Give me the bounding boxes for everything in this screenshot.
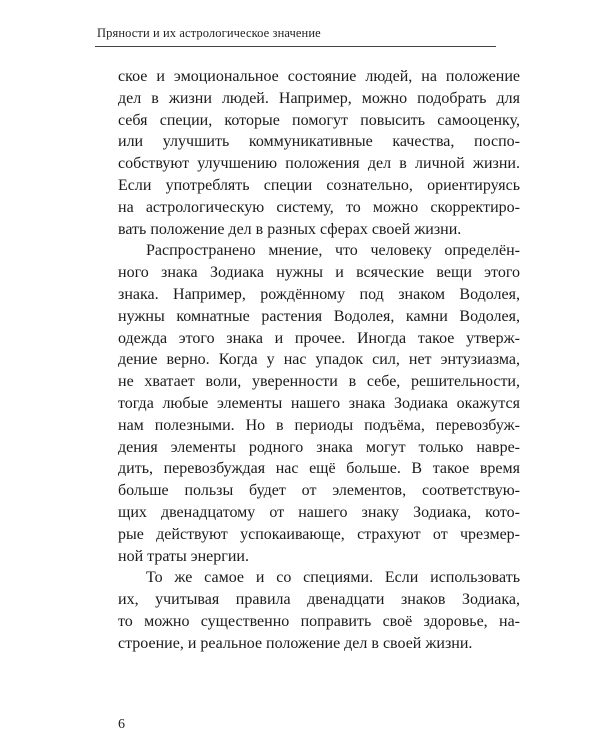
paragraph-2	[118, 240, 520, 567]
text-line: вать положение дел в разных сферах своей жизни.	[118, 220, 462, 238]
text-line: рые действуют успокаивающе, страхуют от чрезмер-	[118, 525, 520, 543]
paragraph-3	[118, 567, 520, 654]
text-line: дение верно. Когда у нас упадок сил, нет энтузиазма,	[118, 351, 520, 369]
text-line: ское и эмоциональное состояние людей, на положение	[118, 68, 520, 85]
text-line: собствуют улучшению положения дел в личной жизни.	[118, 155, 520, 173]
text-line: одежда этого знака и прочее. Иногда такое утверж-	[118, 329, 520, 347]
page-number: 6	[118, 717, 125, 732]
text-line: нужны комнатные растения Водолея, камни Водолея,	[118, 307, 520, 325]
text-line: то можно существенно поправить своё здоровье, на-	[118, 612, 520, 630]
text-line: щих двенадцатому от нашего знаку Зодиака, кото-	[118, 503, 520, 521]
running-head: Пряности и их астрологическое значение	[97, 26, 321, 40]
text-line: строение, и реальное положение дел в своей жизни.	[118, 634, 473, 652]
body-text	[118, 66, 520, 655]
text-line: нам полезными. Но в периоды подъёма, перевозбуж-	[118, 416, 520, 434]
text-line: не хватает воли, уверенности в себе, решительности,	[118, 373, 520, 391]
text-line: себя специи, которые помогут повысить самооценку,	[118, 111, 520, 129]
text-line: больше пользы будет от элементов, соответствую-	[118, 482, 520, 500]
text-line: их, учитывая правила двенадцати знаков Зодиака,	[118, 591, 520, 609]
text-line: или улучшить коммуникативные качества, поспо-	[118, 133, 520, 151]
text-line: дить, перевозбуждая нас ещё больше. В такое время	[118, 460, 520, 478]
text-line: дел в жизни людей. Например, можно подобрать для	[118, 89, 520, 107]
paragraph-1	[118, 66, 520, 240]
text-line: на астрологическую систему, то можно скорректиро-	[118, 198, 520, 216]
text-line: тогда любые элементы нашего знака Зодиака окажутся	[118, 394, 520, 412]
text-line: Распространено мнение, что человеку определён-	[146, 242, 520, 260]
text-line: Если употреблять специи сознательно, ориентируясь	[118, 176, 520, 194]
text-line: знака. Например, рождённому под знаком Водолея,	[118, 285, 520, 303]
header-rule	[95, 46, 496, 47]
text-line: ного знака Зодиака нужны и всяческие вещи этого	[118, 264, 520, 282]
text-line: ной траты энергии.	[118, 547, 249, 565]
text-line: дения элементы родного знака могут только навре-	[118, 438, 520, 456]
text-line: То же самое и со специями. Если использовать	[146, 569, 520, 587]
